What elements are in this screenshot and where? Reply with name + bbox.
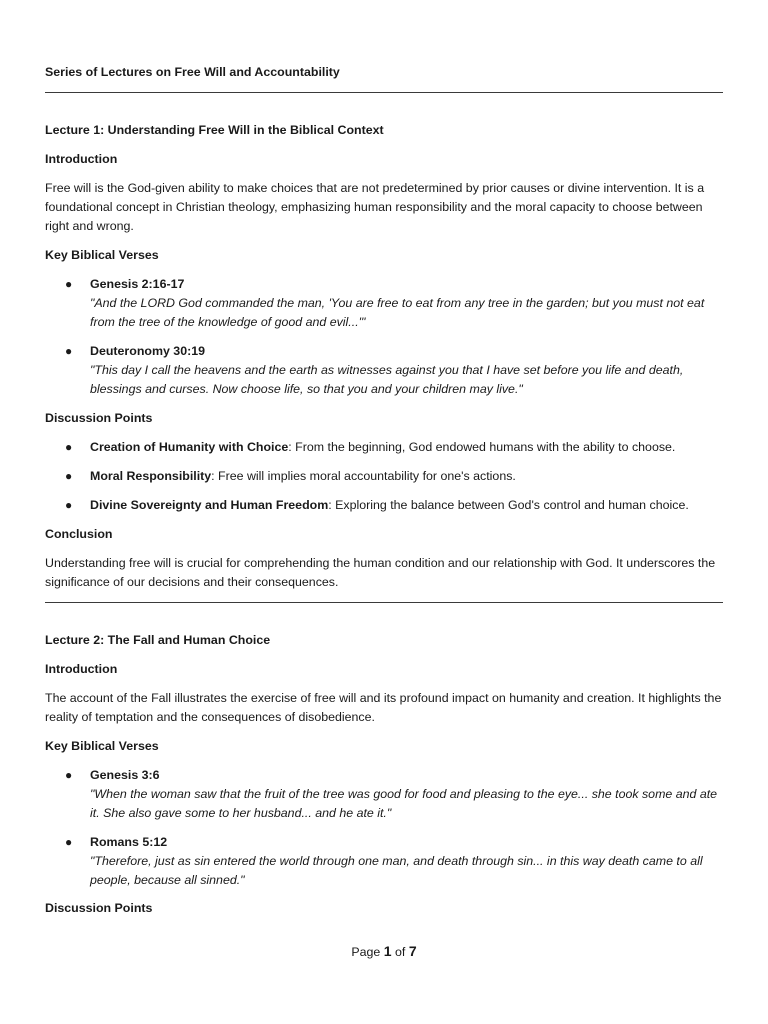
page-footer bbox=[0, 942, 768, 962]
bullet-icon: ● bbox=[65, 835, 73, 849]
verse-reference: Deuteronomy 30:19 bbox=[90, 344, 205, 358]
bullet-icon: ● bbox=[65, 344, 73, 358]
point-term: Divine Sovereignty and Human Freedom bbox=[90, 498, 329, 512]
bullet-icon: ● bbox=[65, 498, 73, 512]
point-term: Moral Responsibility bbox=[90, 469, 212, 483]
lecture2-discussion-heading: Discussion Points bbox=[45, 901, 153, 915]
lecture1-verses-heading: Key Biblical Verses bbox=[45, 248, 159, 262]
verse-quote: "When the woman saw that the fruit of the tree was good for food and pleasing to the eye... she took some and ate it. She also gave some to her husband... and he ate it." bbox=[90, 787, 718, 820]
lecture2-intro-heading: Introduction bbox=[45, 662, 118, 676]
lecture1-discussion-heading: Discussion Points bbox=[45, 411, 153, 425]
bullet-icon: ● bbox=[65, 277, 73, 291]
verse-quote: "This day I call the heavens and the earth as witnesses against you that I have set before you life and death, blessings and curses. Now choose life, so that you and your children may live." bbox=[90, 363, 684, 396]
bullet-icon: ● bbox=[65, 440, 73, 454]
verse-reference: Genesis 3:6 bbox=[90, 768, 160, 782]
point-term: Creation of Humanity with Choice bbox=[90, 440, 289, 454]
point-text: : Free will implies moral accountability for one's actions. bbox=[211, 469, 516, 483]
page-label: Page bbox=[351, 945, 381, 959]
verse-reference: Romans 5:12 bbox=[90, 835, 168, 849]
page-total: 7 bbox=[408, 943, 417, 959]
of-label: of bbox=[395, 945, 406, 959]
verse-quote: "Therefore, just as sin entered the world through one man, and death through sin... in this way death came to all people, because all sinned." bbox=[90, 854, 703, 887]
lecture1-intro-text: Free will is the God-given ability to make choices that are not predetermined by prior causes or divine intervention. It is a foundational concept in Christian theology, emphasizing human responsibility and the moral capacity to choose between right and wrong. bbox=[45, 181, 705, 233]
lecture1-conclusion-text: Understanding free will is crucial for comprehending the human condition and our relationship with God. It underscores the significance of our decisions and their consequences. bbox=[45, 556, 716, 589]
lecture2-title: Lecture 2: The Fall and Human Choice bbox=[45, 633, 271, 647]
bullet-icon: ● bbox=[65, 768, 73, 782]
point-text: : From the beginning, God endowed humans with the ability to choose. bbox=[288, 440, 676, 454]
title-divider bbox=[45, 92, 723, 93]
bullet-icon: ● bbox=[65, 469, 73, 483]
lecture-divider bbox=[45, 602, 723, 603]
lecture1-title: Lecture 1: Understanding Free Will in the Biblical Context bbox=[45, 123, 384, 137]
verse-quote: "And the LORD God commanded the man, 'You are free to eat from any tree in the garden; but you must not eat from the tree of the knowledge of good and evil...'" bbox=[90, 296, 705, 329]
document-title: Series of Lectures on Free Will and Accountability bbox=[45, 65, 340, 79]
lecture2-verses-heading: Key Biblical Verses bbox=[45, 739, 159, 753]
verse-reference: Genesis 2:16-17 bbox=[90, 277, 185, 291]
page-current: 1 bbox=[383, 943, 392, 959]
lecture1-conclusion-heading: Conclusion bbox=[45, 527, 113, 541]
lecture1-intro-heading: Introduction bbox=[45, 152, 118, 166]
point-text: : Exploring the balance between God's control and human choice. bbox=[328, 498, 689, 512]
lecture2-intro-text: The account of the Fall illustrates the exercise of free will and its profound impact on humanity and creation. It highlights the reality of temptation and the consequences of disobedience. bbox=[45, 691, 722, 724]
